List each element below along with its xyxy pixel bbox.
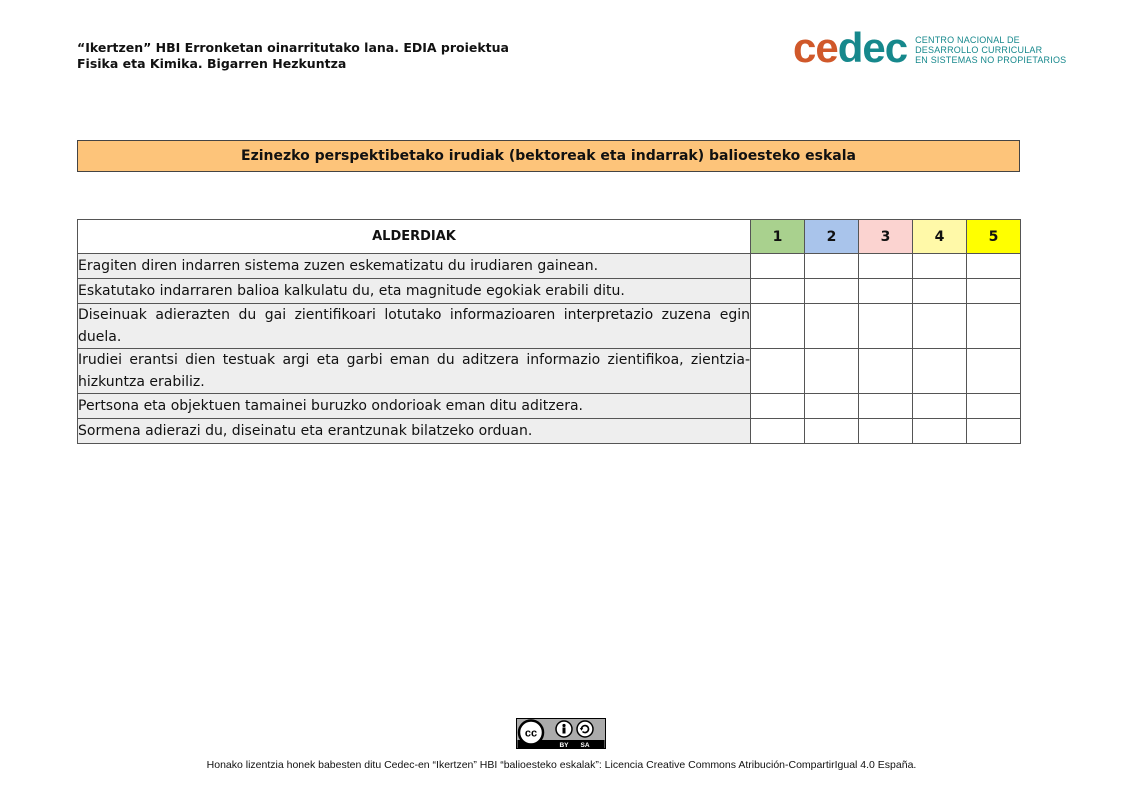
score-cell[interactable] [913, 304, 967, 349]
score-cell[interactable] [967, 254, 1021, 279]
page-title: Ezinezko perspektibetako irudiak (bektoreak eta indarrak) balioesteko eskala [77, 140, 1020, 172]
score-cell[interactable] [751, 419, 805, 444]
logo-text-line: DESARROLLO CURRICULAR [915, 45, 1043, 55]
score-cell[interactable] [967, 394, 1021, 419]
header-line-2: Fisika eta Kimika. Bigarren Hezkuntza [77, 56, 347, 71]
score-cell[interactable] [751, 394, 805, 419]
cedec-logo-word [793, 24, 908, 71]
score-cell[interactable] [751, 254, 805, 279]
score-cell[interactable] [913, 279, 967, 304]
score-cell[interactable] [913, 394, 967, 419]
logo-text-line: CENTRO NACIONAL DE [915, 35, 1020, 45]
criterion-cell: Eskatutako indarraren balioa kalkulatu du, eta magnitude egokiak erabili ditu. [78, 279, 751, 304]
table-row [78, 304, 1021, 349]
aspects-header: ALDERDIAK [78, 220, 751, 254]
score-cell[interactable] [859, 349, 913, 394]
header-line-1: “Ikertzen” HBI Erronketan oinarritutako lana. EDIA proiektua [77, 40, 509, 55]
score-cell[interactable] [751, 279, 805, 304]
logo-text-line: EN SISTEMAS NO PROPIETARIOS [915, 55, 1067, 65]
evaluation-scale-table [77, 219, 1021, 444]
score-cell[interactable] [805, 419, 859, 444]
sa-label: SA [580, 742, 590, 749]
score-cell[interactable] [805, 279, 859, 304]
table-row [78, 419, 1021, 444]
table-row [78, 279, 1021, 304]
table-row [78, 349, 1021, 394]
cedec-logo-text [915, 35, 1066, 65]
score-header-3: 3 [859, 220, 913, 254]
score-cell[interactable] [805, 349, 859, 394]
criterion-cell: Sormena adierazi du, diseinatu eta erantzunak bilatzeko orduan. [78, 419, 751, 444]
logo-letter: e [862, 24, 885, 71]
criterion-cell: Diseinuak adierazten du gai zientifikoari lotutako informazioaren interpretazio zuzena egin duela. [78, 304, 751, 349]
creative-commons-badge[interactable] [516, 718, 606, 749]
score-cell[interactable] [751, 304, 805, 349]
score-cell[interactable] [751, 349, 805, 394]
table-row [78, 394, 1021, 419]
score-cell[interactable] [967, 419, 1021, 444]
logo-letter: c [884, 24, 908, 71]
criterion-cell: Irudiei erantsi dien testuak argi eta garbi eman du aditzera informazio zientifikoa, zientzia-hizkuntza erabiliz. [78, 349, 751, 394]
score-cell[interactable] [805, 394, 859, 419]
score-cell[interactable] [967, 304, 1021, 349]
score-cell[interactable] [859, 254, 913, 279]
license-text: Honako lizentzia honek babesten ditu Cedec-en “Ikertzen” HBI “balioesteko eskalak”: Licencia Creative Commons Atribución-CompartirIgual 4.0 España. [206, 759, 917, 771]
logo-letter: d [837, 24, 863, 71]
score-cell[interactable] [967, 349, 1021, 394]
score-cell[interactable] [859, 419, 913, 444]
score-cell[interactable] [967, 279, 1021, 304]
score-cell[interactable] [859, 279, 913, 304]
cedec-logo [793, 24, 1067, 71]
score-cell[interactable] [859, 394, 913, 419]
score-header-4: 4 [913, 220, 967, 254]
by-label: BY [559, 742, 569, 749]
logo-letter: c [793, 24, 816, 71]
score-cell[interactable] [805, 254, 859, 279]
score-cell[interactable] [805, 304, 859, 349]
table-header-row [78, 220, 1021, 254]
table-row [78, 254, 1021, 279]
score-cell[interactable] [913, 254, 967, 279]
score-header-1: 1 [751, 220, 805, 254]
share-alike-icon [577, 721, 593, 737]
header-text [77, 40, 509, 72]
criterion-cell: Eragiten diren indarren sistema zuzen eskematizatu du irudiaren gainean. [78, 254, 751, 279]
score-header-2: 2 [805, 220, 859, 254]
criterion-cell: Pertsona eta objektuen tamainei buruzko ondorioak eman ditu aditzera. [78, 394, 751, 419]
logo-letter: e [815, 24, 838, 71]
score-cell[interactable] [913, 419, 967, 444]
score-cell[interactable] [913, 349, 967, 394]
score-cell[interactable] [859, 304, 913, 349]
cc-label: cc [524, 727, 538, 740]
score-header-5: 5 [967, 220, 1021, 254]
